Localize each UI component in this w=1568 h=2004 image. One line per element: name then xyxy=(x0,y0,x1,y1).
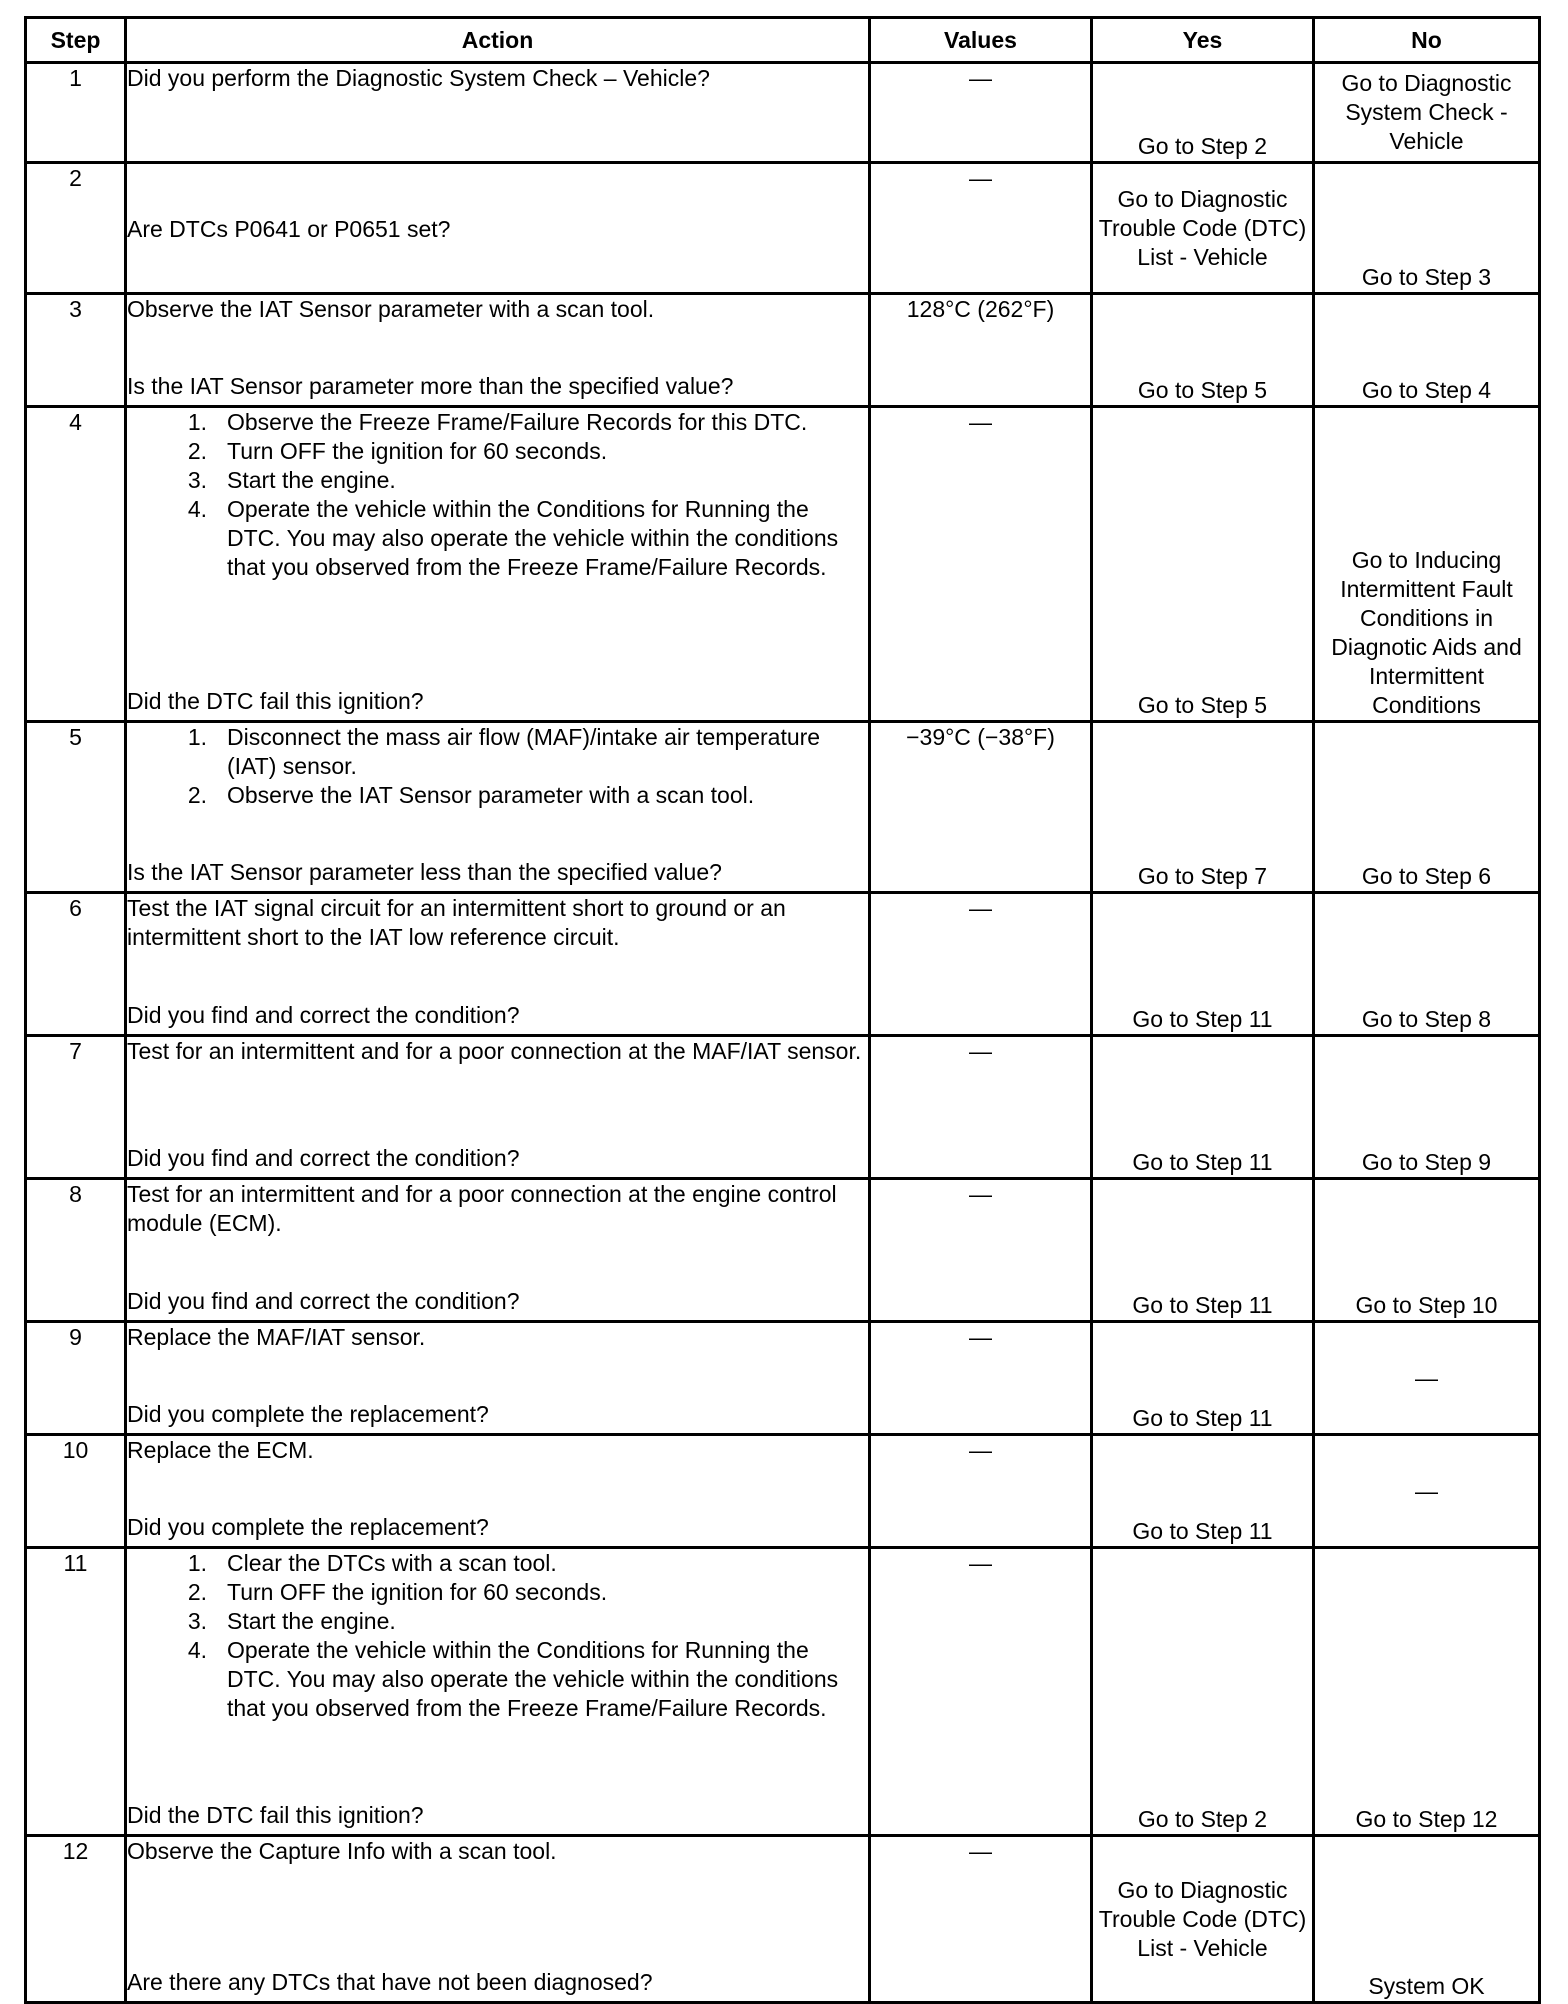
action-cell xyxy=(126,1548,870,1836)
table-row xyxy=(26,722,1540,893)
action-cell xyxy=(126,893,870,1036)
list-item-number: 2. xyxy=(187,1579,207,1605)
list-item-text: Operate the vehicle within the Conditions for Running the DTC. You may also operate the vehicle within the conditions that you observed from the Freeze Frame/Failure Records. xyxy=(227,496,839,580)
action-cell xyxy=(126,407,870,722)
yes-result: Go to Step 11 xyxy=(1092,1435,1314,1548)
list-item xyxy=(127,437,868,466)
step-number: 2 xyxy=(26,163,126,294)
action-steps-list xyxy=(127,1549,868,1723)
list-item-text: Turn OFF the ignition for 60 seconds. xyxy=(227,1579,608,1605)
specified-value: — xyxy=(870,163,1092,294)
table-row xyxy=(26,163,1540,294)
list-item xyxy=(127,1636,868,1723)
yes-result: Go to Step 2 xyxy=(1092,63,1314,163)
action-instruction: Observe the IAT Sensor parameter with a scan tool. xyxy=(127,296,655,322)
step-number: 7 xyxy=(26,1036,126,1179)
diagnostic-table xyxy=(24,16,1541,2004)
list-item xyxy=(127,408,868,437)
yes-result: Go to Diagnostic Trouble Code (DTC) List - Vehicle xyxy=(1092,163,1314,294)
no-result: — xyxy=(1314,1322,1540,1435)
list-item-text: Clear the DTCs with a scan tool. xyxy=(227,1550,557,1576)
action-question: Did you find and correct the condition? xyxy=(127,1288,520,1314)
specified-value: — xyxy=(870,893,1092,1036)
table-row xyxy=(26,893,1540,1036)
list-item-number: 2. xyxy=(187,782,207,808)
list-item-number: 2. xyxy=(187,438,207,464)
step-number: 3 xyxy=(26,294,126,407)
table-row xyxy=(26,1179,1540,1322)
list-item-number: 1. xyxy=(187,409,207,435)
list-item xyxy=(127,723,868,781)
list-item-number: 4. xyxy=(187,1637,207,1663)
action-instruction: Test for an intermittent and for a poor connection at the MAF/IAT sensor. xyxy=(127,1038,862,1064)
list-item-text: Start the engine. xyxy=(227,1608,396,1634)
header-no: No xyxy=(1314,18,1540,63)
no-result: Go to Step 4 xyxy=(1314,294,1540,407)
step-number: 1 xyxy=(26,63,126,163)
list-item xyxy=(127,781,868,810)
yes-result: Go to Step 7 xyxy=(1092,722,1314,893)
list-item-text: Observe the Freeze Frame/Failure Records for this DTC. xyxy=(227,409,808,435)
action-question: Are there any DTCs that have not been diagnosed? xyxy=(127,1969,653,1995)
list-item xyxy=(127,1607,868,1636)
yes-result: Go to Step 11 xyxy=(1092,1179,1314,1322)
action-cell xyxy=(126,1836,870,2003)
step-number: 11 xyxy=(26,1548,126,1836)
list-item xyxy=(127,1578,868,1607)
list-item xyxy=(127,466,868,495)
action-cell xyxy=(126,722,870,893)
action-question: Did you find and correct the condition? xyxy=(127,1002,520,1028)
action-question: Are DTCs P0641 or P0651 set? xyxy=(127,215,451,242)
list-item-text: Operate the vehicle within the Conditions for Running the DTC. You may also operate the vehicle within the conditions that you observed from the Freeze Frame/Failure Records. xyxy=(227,1637,839,1721)
header-action: Action xyxy=(126,18,870,63)
header-values: Values xyxy=(870,18,1092,63)
action-cell xyxy=(126,1179,870,1322)
header-step: Step xyxy=(26,18,126,63)
action-steps-list xyxy=(127,723,868,810)
table-row xyxy=(26,1322,1540,1435)
step-number: 12 xyxy=(26,1836,126,2003)
action-cell xyxy=(126,1322,870,1435)
action-cell xyxy=(126,163,870,294)
list-item-number: 1. xyxy=(187,1550,207,1576)
no-result: Go to Inducing Intermittent Fault Conditions in Diagnotic Aids and Intermittent Conditions xyxy=(1314,407,1540,722)
action-cell xyxy=(126,294,870,407)
action-question: Did you complete the replacement? xyxy=(127,1514,489,1540)
action-cell xyxy=(126,63,870,163)
action-question: Did the DTC fail this ignition? xyxy=(127,1802,424,1828)
action-steps-list xyxy=(127,408,868,582)
no-result: Go to Step 3 xyxy=(1314,163,1540,294)
no-result: System OK xyxy=(1314,1836,1540,2003)
table-row xyxy=(26,407,1540,722)
table-row xyxy=(26,1435,1540,1548)
yes-result: Go to Step 5 xyxy=(1092,407,1314,722)
yes-result: Go to Step 11 xyxy=(1092,893,1314,1036)
header-row xyxy=(26,18,1540,63)
yes-result: Go to Diagnostic Trouble Code (DTC) List - Vehicle xyxy=(1092,1836,1314,2003)
no-result: Go to Step 9 xyxy=(1314,1036,1540,1179)
specified-value: — xyxy=(870,1836,1092,2003)
specified-value: — xyxy=(870,407,1092,722)
specified-value: — xyxy=(870,1322,1092,1435)
specified-value: — xyxy=(870,1036,1092,1179)
table-row xyxy=(26,294,1540,407)
action-cell xyxy=(126,1435,870,1548)
action-question: Did you complete the replacement? xyxy=(127,1401,489,1427)
list-item-text: Turn OFF the ignition for 60 seconds. xyxy=(227,438,608,464)
step-number: 8 xyxy=(26,1179,126,1322)
table-row xyxy=(26,1836,1540,2003)
no-result: Go to Step 6 xyxy=(1314,722,1540,893)
table-row xyxy=(26,63,1540,163)
step-number: 9 xyxy=(26,1322,126,1435)
action-question: Did you find and correct the condition? xyxy=(127,1145,520,1171)
specified-value: −39°C (−38°F) xyxy=(870,722,1092,893)
no-result: Go to Step 12 xyxy=(1314,1548,1540,1836)
step-number: 6 xyxy=(26,893,126,1036)
header-yes: Yes xyxy=(1092,18,1314,63)
specified-value: — xyxy=(870,1548,1092,1836)
list-item-text: Observe the IAT Sensor parameter with a scan tool. xyxy=(227,782,755,808)
action-question: Did the DTC fail this ignition? xyxy=(127,688,424,714)
table-row xyxy=(26,1036,1540,1179)
step-number: 4 xyxy=(26,407,126,722)
step-number: 10 xyxy=(26,1435,126,1548)
specified-value: — xyxy=(870,63,1092,163)
action-instruction: Test the IAT signal circuit for an intermittent short to ground or an intermittent short to the IAT low reference circuit. xyxy=(127,895,786,950)
table-row xyxy=(26,1548,1540,1836)
no-result: — xyxy=(1314,1435,1540,1548)
list-item-text: Disconnect the mass air flow (MAF)/intake air temperature (IAT) sensor. xyxy=(227,724,821,779)
specified-value: — xyxy=(870,1435,1092,1548)
no-result: Go to Step 8 xyxy=(1314,893,1540,1036)
yes-result: Go to Step 2 xyxy=(1092,1548,1314,1836)
list-item-text: Start the engine. xyxy=(227,467,396,493)
specified-value: 128°C (262°F) xyxy=(870,294,1092,407)
yes-result: Go to Step 11 xyxy=(1092,1322,1314,1435)
yes-result: Go to Step 5 xyxy=(1092,294,1314,407)
no-result: Go to Diagnostic System Check - Vehicle xyxy=(1314,63,1540,163)
list-item xyxy=(127,495,868,582)
no-result: Go to Step 10 xyxy=(1314,1179,1540,1322)
action-instruction: Replace the ECM. xyxy=(127,1437,314,1463)
action-question: Is the IAT Sensor parameter more than the specified value? xyxy=(127,373,734,399)
list-item-number: 4. xyxy=(187,496,207,522)
specified-value: — xyxy=(870,1179,1092,1322)
list-item-number: 3. xyxy=(187,1608,207,1634)
yes-result: Go to Step 11 xyxy=(1092,1036,1314,1179)
action-instruction: Did you perform the Diagnostic System Check – Vehicle? xyxy=(127,65,710,91)
action-question: Is the IAT Sensor parameter less than the specified value? xyxy=(127,859,722,885)
list-item-number: 1. xyxy=(187,724,207,750)
list-item-number: 3. xyxy=(187,467,207,493)
step-number: 5 xyxy=(26,722,126,893)
list-item xyxy=(127,1549,868,1578)
action-cell xyxy=(126,1036,870,1179)
action-instruction: Replace the MAF/IAT sensor. xyxy=(127,1324,426,1350)
action-instruction: Observe the Capture Info with a scan tool. xyxy=(127,1838,557,1864)
action-instruction: Test for an intermittent and for a poor connection at the engine control module (ECM). xyxy=(127,1181,837,1236)
